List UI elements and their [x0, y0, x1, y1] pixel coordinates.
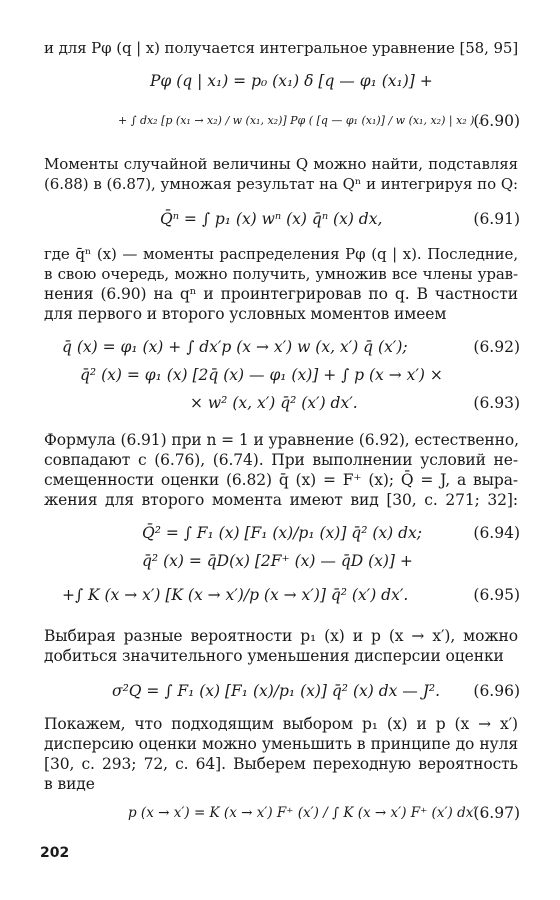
formula: q̄ (x) = φ₁ (x) + ∫ dx′p (x → x′) w (x, x′) q̄ (x′);	[62, 338, 408, 356]
text-line: где q̄ⁿ (x) — моменты распределения Pφ (q | x). Последние,	[44, 245, 518, 263]
text-line: Моменты случайной величины Q можно найти, подставляя	[44, 155, 518, 173]
formula: q̄² (x) = φ₁ (x) [2q̄ (x) — φ₁ (x)] + ∫ p (x → x′) ×	[80, 366, 443, 384]
formula: + ∫ dx₂ [p (x₁ → x₂) / w (x₁, x₂)] Pφ ( [q — φ₁ (x₁)] / w (x₁, x₂) | x₂ ) .	[118, 114, 482, 127]
text-line: Формула (6.91) при n = 1 и уравнение (6.92), естественно,	[44, 431, 519, 449]
equation-number: (6.92)	[473, 338, 520, 356]
text-line: смещенности оценки (6.82) q̄ (x) = F⁺ (x); Q̄ = J, а выра-	[44, 471, 518, 489]
formula: × w² (x, x′) q̄² (x′) dx′.	[190, 394, 358, 412]
text-line: добиться значительного уменьшения дисперсии оценки	[44, 647, 504, 665]
text-line: жения для второго момента имеют вид [30, с. 271; 32]:	[44, 491, 518, 509]
formula: Q̄ⁿ = ∫ p₁ (x) wⁿ (x) q̄ⁿ (x) dx,	[160, 210, 383, 228]
text-line: Выбирая разные вероятности p₁ (x) и p (x → x′), можно	[44, 627, 518, 645]
formula: p (x → x′) = K (x → x′) F⁺ (x′) / ∫ K (x → x′) F⁺ (x′) dx′ .	[128, 805, 485, 821]
equation-number: (6.96)	[473, 682, 520, 700]
text-line: совпадают с (6.76), (6.74). При выполнении условий не-	[44, 451, 518, 469]
text-line: Покажем, что подходящим выбором p₁ (x) и p (x → x′)	[44, 715, 518, 733]
text-line: дисперсию оценки можно уменьшить в принципе до нуля	[44, 735, 518, 753]
formula: +∫ K (x → x′) [K (x → x′)/p (x → x′)] q̄² (x′) dx′.	[62, 586, 409, 604]
equation-number: (6.97)	[473, 804, 520, 822]
text-line: в виде	[44, 775, 95, 793]
text-line: и для Pφ (q | x) получается интегральное уравнение [58, 95]	[44, 39, 519, 57]
text-line: (6.88) в (6.87), умножая результат на Qⁿ и интегрируя по Q:	[44, 175, 518, 193]
text-line: в свою очередь, можно получить, умножив все члены урав-	[44, 265, 518, 283]
formula: Q̄² = ∫ F₁ (x) [F₁ (x)/p₁ (x)] q̄² (x) dx;	[142, 524, 423, 542]
equation-number: (6.93)	[473, 394, 520, 412]
formula: q̄² (x) = q̄D(x) [2F⁺ (x) — q̄D (x)] +	[142, 552, 413, 570]
equation-number: (6.95)	[473, 586, 520, 604]
formula: σ²Q = ∫ F₁ (x) [F₁ (x)/p₁ (x)] q̄² (x) dx — J².	[112, 682, 441, 700]
equation-number: (6.94)	[473, 524, 520, 542]
text-line: [30, с. 293; 72, с. 64]. Выберем переходную вероятность	[44, 755, 518, 773]
equation-number: (6.91)	[473, 210, 520, 228]
text-line: нения (6.90) на qⁿ и проинтегрировав по q. В частности	[44, 285, 518, 303]
text-line: для первого и второго условных моментов имеем	[44, 305, 447, 323]
equation-number: (6.90)	[473, 112, 520, 130]
formula: Pφ (q | x₁) = p₀ (x₁) δ [q — φ₁ (x₁)] +	[150, 72, 433, 90]
page-number: 202	[40, 845, 70, 861]
